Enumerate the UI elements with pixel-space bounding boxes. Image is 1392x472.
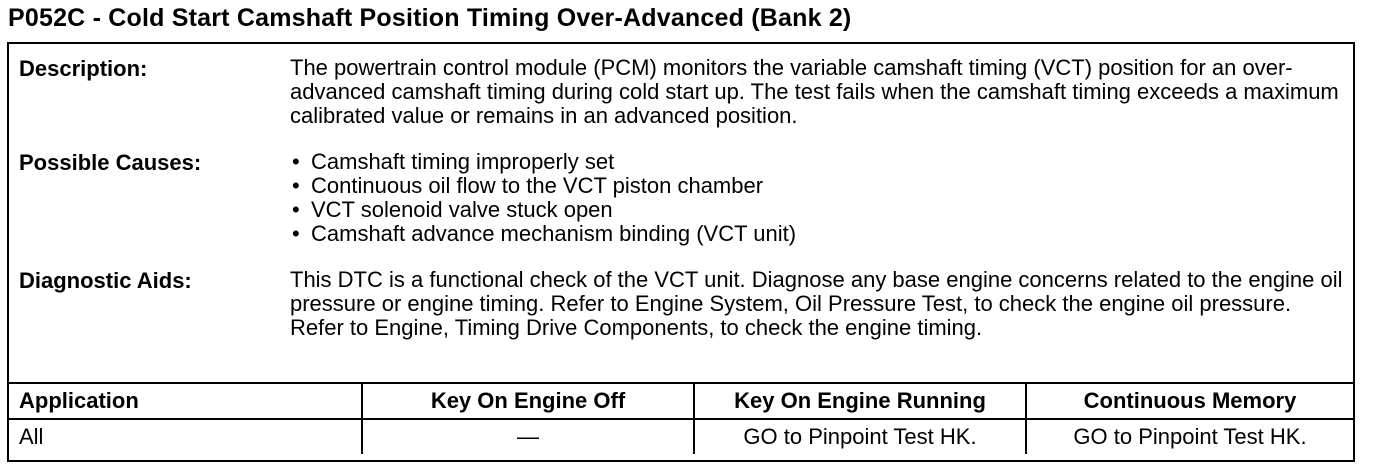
list-item: • Camshaft advance mechanism binding (VCT unit) bbox=[292, 221, 797, 246]
dtc-info-box bbox=[7, 42, 1355, 462]
diagnostic-aids-text: This DTC is a functional check of the VCT unit. Diagnose any base engine concerns related to the engine oil pressure or engine timing. Refer to Engine System, Oil Pressure Test, to check the engine oil pressure. Refer to Engine, Timing Drive Components, to check the engine timing. bbox=[290, 267, 1343, 340]
description-text: The powertrain control module (PCM) monitors the variable camshaft timing (VCT) position for an over-advanced camshaft timing during cold start up. The test fails when the camshaft timing exceeds a maximum calibrated value or remains in an advanced position. bbox=[290, 55, 1339, 128]
table-cell-key-on-engine-off: — bbox=[362, 419, 694, 454]
column-header-key-on-engine-off: Key On Engine Off bbox=[362, 383, 694, 419]
possible-causes-list-wrap bbox=[290, 150, 1343, 246]
column-header-key-on-engine-running: Key On Engine Running bbox=[694, 383, 1026, 419]
column-header-application: Application bbox=[9, 383, 362, 419]
bullet-icon: • bbox=[292, 221, 300, 246]
table-header-row bbox=[9, 383, 1353, 419]
bullet-icon: • bbox=[292, 173, 300, 198]
page-title: P052C - Cold Start Camshaft Position Timing Over-Advanced (Bank 2) bbox=[8, 4, 852, 32]
bullet-icon: • bbox=[292, 149, 300, 174]
diagnostic-aids-label: Diagnostic Aids: bbox=[19, 268, 192, 293]
list-item: • Continuous oil flow to the VCT piston chamber bbox=[292, 173, 764, 198]
table-cell-continuous-memory: GO to Pinpoint Test HK. bbox=[1026, 419, 1353, 454]
list-item: • VCT solenoid valve stuck open bbox=[292, 197, 613, 222]
application-table bbox=[9, 382, 1353, 454]
possible-causes-label: Possible Causes: bbox=[19, 150, 202, 175]
description-label: Description: bbox=[19, 56, 148, 81]
possible-causes-list bbox=[290, 150, 1343, 246]
table-cell-key-on-engine-running: GO to Pinpoint Test HK. bbox=[694, 419, 1026, 454]
bullet-icon: • bbox=[292, 197, 300, 222]
table-row bbox=[9, 419, 1353, 454]
table-cell-application: All bbox=[9, 419, 362, 454]
column-header-continuous-memory: Continuous Memory bbox=[1026, 383, 1353, 419]
list-item: • Camshaft timing improperly set bbox=[292, 149, 615, 174]
